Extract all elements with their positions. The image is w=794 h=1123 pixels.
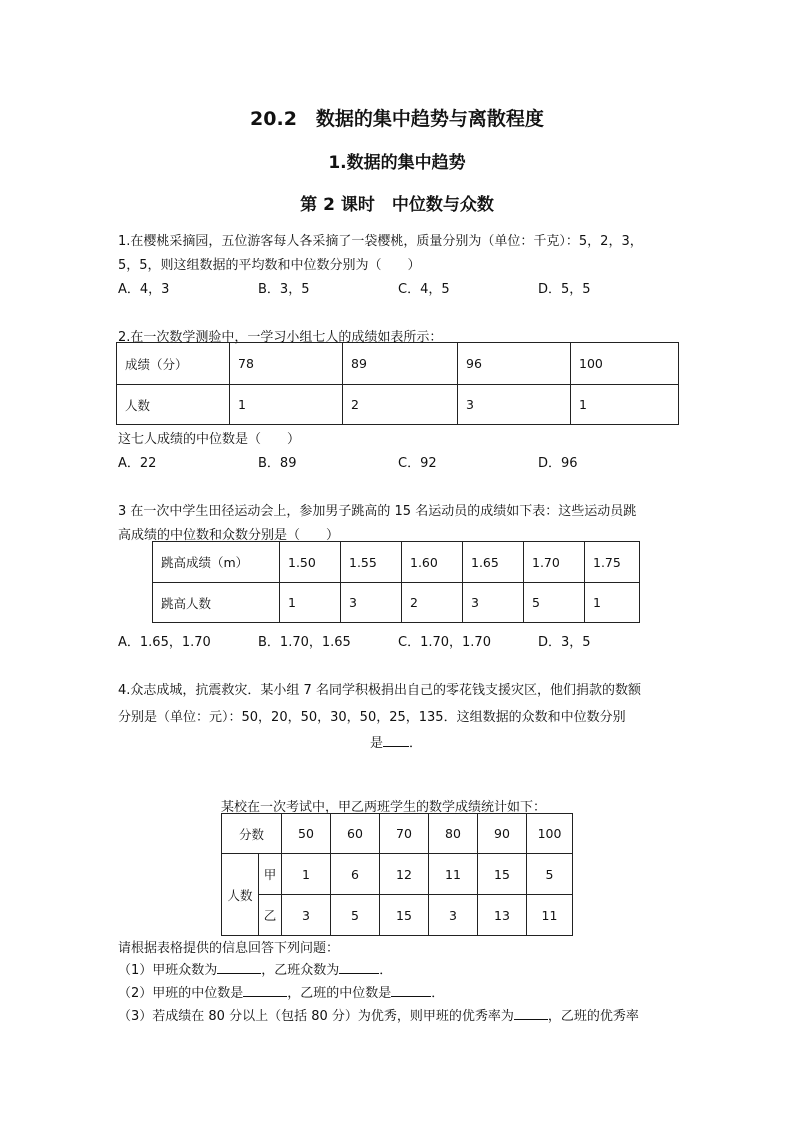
q1-line2: 5，5，则这组数据的平均数和中位数分别为（ ）	[118, 258, 421, 273]
table-header-cell: 50	[282, 814, 331, 854]
table-cell: 跳高人数	[153, 583, 280, 623]
lesson-title: 第 2 课时 中位数与众数	[300, 195, 494, 215]
q5-sub2	[118, 982, 444, 1001]
q3-option-d: D．3，5	[538, 635, 591, 650]
table-row	[153, 542, 640, 583]
q5-sub1	[118, 959, 392, 978]
table-cell: 3	[341, 583, 402, 623]
q4-line3	[370, 732, 422, 751]
table-cell: 12	[380, 854, 429, 895]
q2-option-d: D．96	[538, 456, 578, 471]
q5-sub3-blank-a[interactable]	[514, 1006, 548, 1020]
q5-sub1-part-c: ．	[379, 963, 393, 978]
q1-option-b: B．3，5	[258, 282, 310, 297]
table-cell: 89	[343, 343, 458, 385]
table-cell: 1.75	[585, 542, 640, 583]
table-header-cell: 80	[429, 814, 478, 854]
q4-line2: 分别是（单位：元）：50，20，50，30，50，25，135．这组数据的众数和中位数分别	[118, 710, 626, 725]
table-cell: 1	[280, 583, 341, 623]
table-cell: 人数	[117, 385, 230, 425]
q3-option-a: A．1.65，1.70	[118, 635, 211, 650]
table-row	[222, 895, 573, 936]
q5-sub2-blank-b[interactable]	[391, 983, 431, 997]
table-cell: 1	[282, 854, 331, 895]
q5-sub2-part-c: ．	[431, 986, 445, 1001]
table-header-cell: 分数	[222, 814, 282, 854]
q1-option-c: C．4，5	[398, 282, 450, 297]
table-cell: 2	[402, 583, 463, 623]
table-header-cell: 90	[478, 814, 527, 854]
q5-sub2-part-a: （2）甲班的中位数是	[118, 986, 244, 1001]
table-row	[117, 385, 679, 425]
table-cell: 96	[458, 343, 571, 385]
q2-option-b: B．89	[258, 456, 297, 471]
table-cell: 成绩（分）	[117, 343, 230, 385]
q5-sub3-part-b: ，乙班的优秀率	[547, 1009, 639, 1024]
table-cell: 6	[331, 854, 380, 895]
table-cell: 5	[331, 895, 380, 936]
q5-ask: 请根据表格提供的信息回答下列问题：	[118, 941, 340, 956]
q4-line1: 4.众志成城，抗震救灾．某小组 7 名同学积极捐出自己的零花钱支援灾区，他们捐款的数额	[118, 683, 641, 698]
q4-answer-blank[interactable]	[383, 733, 409, 747]
table-cell: 3	[458, 385, 571, 425]
q3-line1: 3 在一次中学生田径运动会上，参加男子跳高的 15 名运动员的成绩如下表：这些运动员跳	[118, 504, 637, 519]
table-cell: 11	[429, 854, 478, 895]
table-cell: 1	[585, 583, 640, 623]
table-header-cell: 60	[331, 814, 380, 854]
q5-sub1-blank-a[interactable]	[217, 960, 261, 974]
q5-sub2-blank-a[interactable]	[243, 983, 287, 997]
table-cell: 11	[527, 895, 573, 936]
table-cell: 1.65	[463, 542, 524, 583]
q5-intro: 某校在一次考试中，甲乙两班学生的数学成绩统计如下：	[221, 800, 547, 815]
table-cell: 2	[343, 385, 458, 425]
q2-option-c: C．92	[398, 456, 437, 471]
table-cell: 1.70	[524, 542, 585, 583]
table-row	[222, 814, 573, 854]
table-row	[222, 854, 573, 895]
q2-score-table	[116, 342, 679, 425]
table-cell: 乙	[259, 895, 282, 936]
table-cell: 78	[230, 343, 343, 385]
q1-option-d: D．5，5	[538, 282, 591, 297]
q1-option-a: A．4，3	[118, 282, 170, 297]
table-cell: 1	[230, 385, 343, 425]
q3-option-c: C．1.70，1.70	[398, 635, 491, 650]
table-cell: 15	[380, 895, 429, 936]
table-cell: 1.50	[280, 542, 341, 583]
q4-line3-suffix: ．	[409, 736, 423, 751]
q5-sub3-part-a: （3）若成绩在 80 分以上（包括 80 分）为优秀，则甲班的优秀率为	[118, 1009, 514, 1024]
table-cell: 5	[527, 854, 573, 895]
table-cell: 3	[282, 895, 331, 936]
table-row	[153, 583, 640, 623]
page-title: 20.2 数据的集中趋势与离散程度	[250, 108, 544, 130]
q3-jump-table	[152, 541, 640, 623]
table-cell: 13	[478, 895, 527, 936]
q5-sub1-blank-b[interactable]	[339, 960, 379, 974]
q2-line2: 这七人成绩的中位数是（ ）	[118, 432, 301, 447]
table-cell: 甲	[259, 854, 282, 895]
table-header-cell: 100	[527, 814, 573, 854]
table-cell: 100	[571, 343, 679, 385]
q4-line3-prefix: 是	[370, 736, 384, 751]
q3-option-b: B．1.70，1.65	[258, 635, 351, 650]
q5-score-table	[221, 813, 573, 936]
table-cell: 1.60	[402, 542, 463, 583]
table-row	[117, 343, 679, 385]
q2-line1: 2.在一次数学测验中，一学习小组七人的成绩如表所示：	[118, 330, 443, 345]
section-title: 1.数据的集中趋势	[328, 153, 466, 173]
q5-sub3	[118, 1005, 639, 1024]
table-cell: 15	[478, 854, 527, 895]
table-header-cell: 70	[380, 814, 429, 854]
table-cell: 人数	[222, 854, 259, 936]
q1-line1: 1.在樱桃采摘园，五位游客每人各采摘了一袋樱桃，质量分别为（单位：千克）：5，2，3，	[118, 234, 643, 249]
table-cell: 1.55	[341, 542, 402, 583]
table-cell: 5	[524, 583, 585, 623]
table-cell: 3	[429, 895, 478, 936]
table-cell: 跳高成绩（m）	[153, 542, 280, 583]
q5-sub1-part-a: （1）甲班众数为	[118, 963, 218, 978]
q5-sub1-part-b: ，乙班众数为	[261, 963, 340, 978]
q2-option-a: A．22	[118, 456, 157, 471]
q3-line2: 高成绩的中位数和众数分别是（ ）	[118, 528, 340, 543]
table-cell: 1	[571, 385, 679, 425]
table-cell: 3	[463, 583, 524, 623]
q5-sub2-part-b: ，乙班的中位数是	[287, 986, 392, 1001]
